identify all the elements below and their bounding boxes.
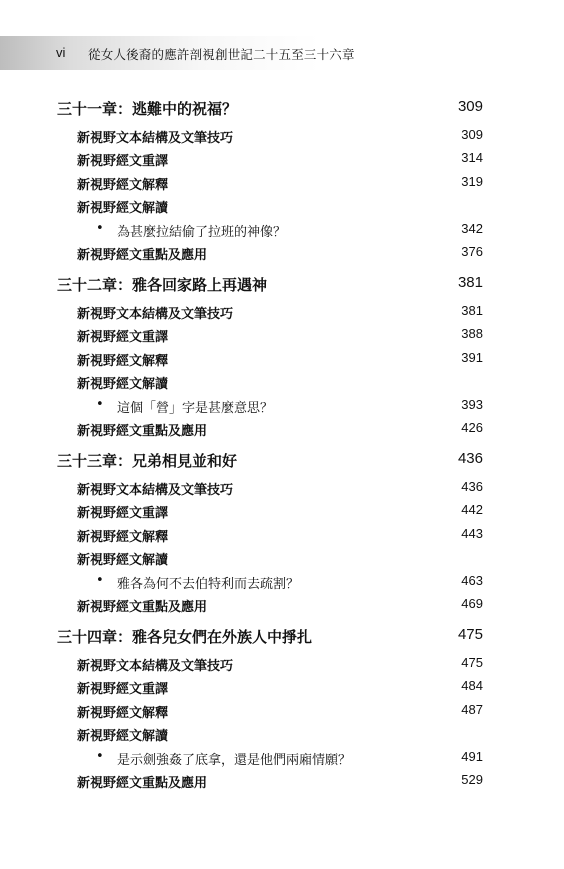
toc-entry-page: 426 [461, 420, 483, 435]
toc-entry-title: 新視野文本結構及文筆技巧 [77, 658, 234, 674]
toc-entry-title: 新視野經文重譯 [77, 506, 169, 521]
toc-entry-page: 475 [457, 626, 483, 643]
toc-entry-title: 新視野經文重點及應用 [77, 248, 208, 263]
toc-entry-page: 436 [461, 478, 483, 494]
bullet-icon: • [96, 748, 104, 764]
toc-entry-page: 487 [461, 701, 483, 717]
toc-entry-title: 三十一章：逃難中的祝福？ [57, 100, 238, 118]
toc-entry-title: 新視野文本結構及文筆技巧 [77, 306, 234, 322]
toc-entry-page: 342 [461, 220, 483, 236]
toc-entry-page: 309 [457, 98, 483, 115]
toc-entry-title: 新視野經文重譯 [77, 330, 169, 345]
toc-entry-page: 443 [461, 525, 483, 541]
toc-entry-page: 491 [461, 748, 483, 764]
toc-entry-page: 319 [461, 173, 483, 189]
toc-entry-page: 393 [461, 396, 483, 412]
toc-entry-page: 314 [461, 150, 483, 165]
toc-entry-title: 新視野經文解釋 [77, 529, 169, 545]
toc-entry-page: 484 [461, 678, 483, 693]
toc-entry-title: 新視野經文解釋 [77, 705, 169, 721]
toc-entry-page: 442 [461, 502, 483, 517]
toc-entry-page: 463 [461, 572, 483, 588]
toc-entry-title: 新視野文本結構及文筆技巧 [77, 130, 234, 146]
toc-entry-title: 新視野經文重譯 [77, 154, 169, 169]
toc-entry-title: 新視野文本結構及文筆技巧 [77, 482, 234, 498]
toc-entry-title: 新視野經文解讀 [77, 729, 169, 744]
running-title: 從女人後裔的應許剖視創世記二十五至三十六章 [88, 47, 355, 62]
toc-entry-page: 381 [457, 274, 483, 291]
bullet-icon: • [96, 220, 104, 236]
toc-entry-title: 為甚麼拉結偷了拉班的神像？ [117, 224, 287, 240]
toc-entry-title: 是示劍強姦了底拿，還是他們兩廂情願？ [117, 752, 352, 768]
toc-entry-title: 三十二章：雅各回家路上再遇神 [57, 276, 268, 294]
toc-entry-title: 新視野經文解讀 [77, 377, 169, 392]
toc-entry-page: 381 [461, 302, 483, 318]
toc-entry-page: 436 [457, 450, 483, 467]
toc-entry-page: 475 [461, 654, 483, 670]
toc-entry-title: 三十三章：兄弟相見並和好 [57, 452, 238, 470]
toc-entry-title: 新視野經文重點及應用 [77, 776, 208, 791]
toc-entry-page: 376 [461, 244, 483, 259]
toc-entry-title: 新視野經文解釋 [77, 353, 169, 369]
page-number: vi [56, 45, 66, 60]
toc-entry-title: 新視野經文解讀 [77, 553, 169, 568]
toc-entry-title: 新視野經文重點及應用 [77, 600, 208, 615]
toc-entry-page: 388 [461, 326, 483, 341]
toc-entry-title: 三十四章：雅各兒女們在外族人中掙扎 [57, 628, 313, 646]
toc-entry-page: 529 [461, 772, 483, 787]
toc-entry-title: 新視野經文重點及應用 [77, 424, 208, 439]
toc-entry-title: 新視野經文重譯 [77, 682, 169, 697]
toc-entry-title: 新視野經文解釋 [77, 177, 169, 193]
toc-entry-title: 這個「營」字是甚麼意思？ [117, 400, 274, 416]
toc-entry-title: 新視野經文解讀 [77, 201, 169, 216]
bullet-icon: • [96, 572, 104, 588]
toc-entry-title: 雅各為何不去伯特利而去疏割？ [117, 576, 300, 592]
toc-entry-page: 469 [461, 596, 483, 611]
bullet-icon: • [96, 396, 104, 412]
toc-entry-page: 309 [461, 126, 483, 142]
toc-entry-page: 391 [461, 349, 483, 365]
